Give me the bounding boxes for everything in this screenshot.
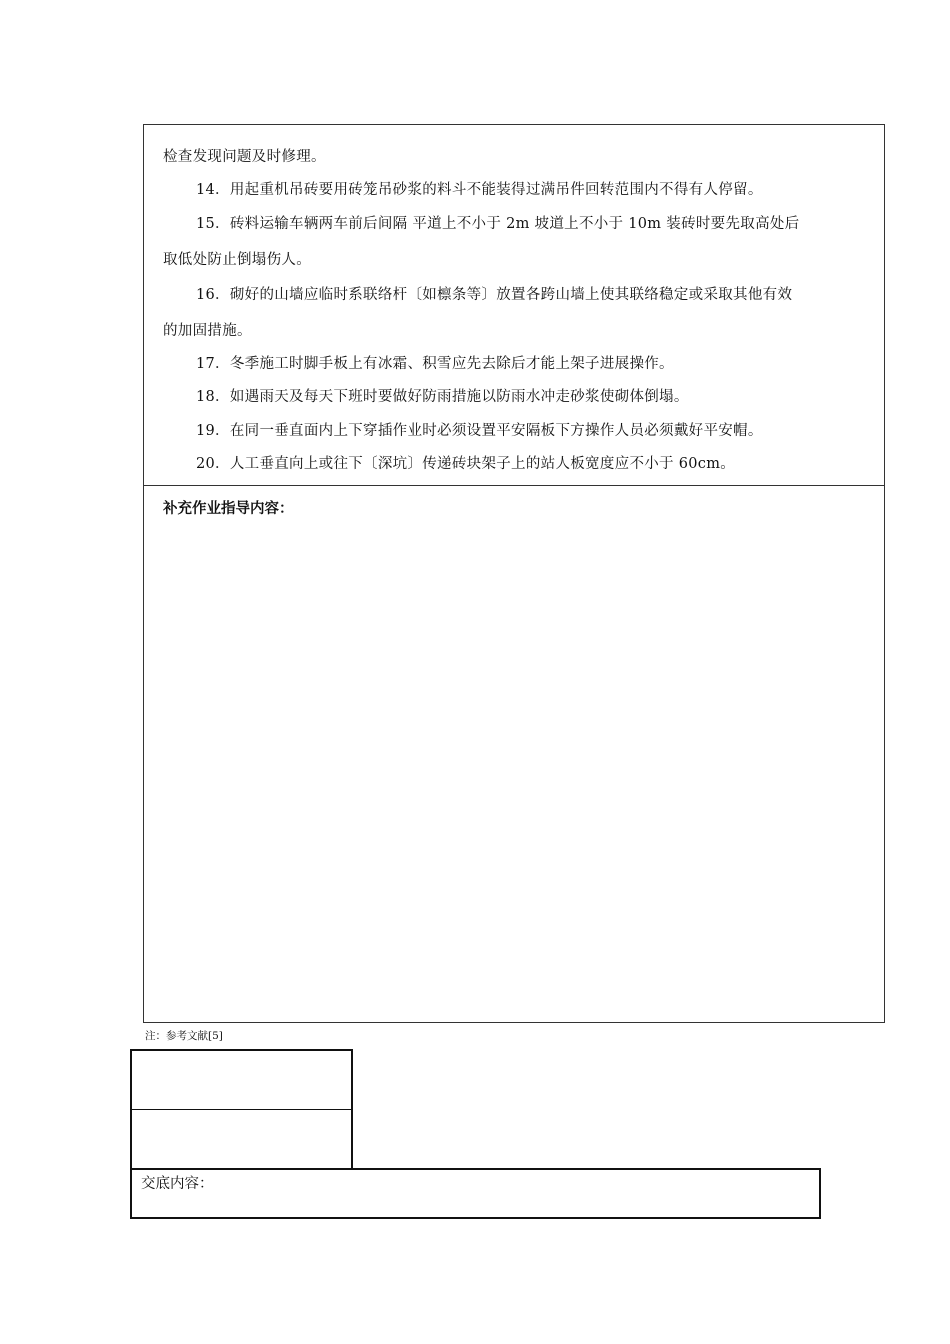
rule-19: 19．在同一垂直面内上下穿插作业时必须设置平安隔板下方操作人员必须戴好平安帽。 xyxy=(196,423,763,439)
rule-14: 14．用起重机吊砖要用砖笼吊砂浆的料斗不能装得过满吊件回转范围内不得有人停留。 xyxy=(196,182,763,198)
rule-20: 20．人工垂直向上或往下〔深坑〕传递砖块架子上的站人板宽度应不小于 60cm。 xyxy=(196,456,736,472)
rule-15: 15．砖料运输车辆两车前后间隔 平道上不小于 2m 坡道上不小于 10m 装砖时要先取高处后 xyxy=(196,216,800,232)
rule-15-continuation: 取低处防止倒塌伤人。 xyxy=(163,252,311,268)
safety-rules-cell xyxy=(144,125,884,486)
rule-18: 18．如遇雨天及每天下班时要做好防雨措施以防雨水冲走砂浆使砌体倒塌。 xyxy=(196,389,689,405)
rule-17: 17．冬季施工时脚手板上有冰霜、积雪应先去除后才能上架子进展操作。 xyxy=(196,356,674,372)
rule-16-continuation: 的加固措施。 xyxy=(163,323,252,339)
signature-table-divider xyxy=(132,1109,351,1110)
briefing-content-label: 交底内容： xyxy=(141,1176,214,1192)
supplementary-guidance-title: 补充作业指导内容： xyxy=(163,501,294,517)
briefing-content-box xyxy=(130,1168,821,1219)
rule-16: 16．砌好的山墙应临时系联络杆〔如檩条等〕放置各跨山墙上使其联络稳定或采取其他有效 xyxy=(196,287,793,303)
instruction-table xyxy=(143,124,885,1023)
reference-note: 注：参考文献[5] xyxy=(145,1030,223,1042)
signature-table xyxy=(130,1049,353,1170)
rule-line-continuation: 检查发现问题及时修理。 xyxy=(163,149,326,165)
supplementary-guidance-cell xyxy=(144,486,884,1022)
